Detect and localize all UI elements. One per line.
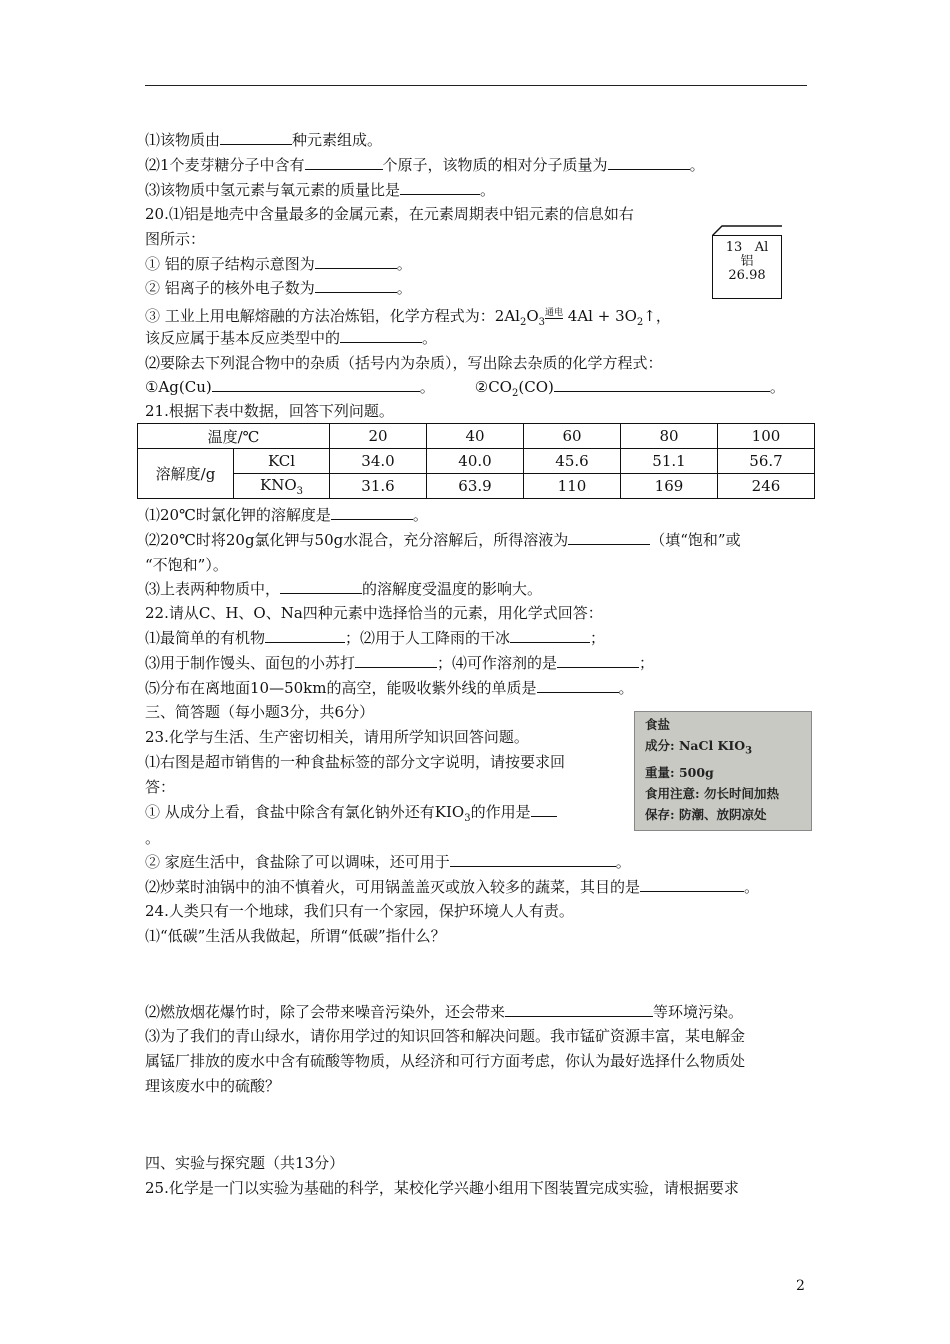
value-cell: 51.1 (621, 449, 718, 474)
salt-label-storage: 保存: 防潮、放阴凉处 (645, 806, 767, 822)
table-row (138, 474, 815, 499)
value-cell: 110 (524, 474, 621, 499)
element-symbol: Al (754, 240, 769, 255)
answer-blank[interactable] (554, 377, 770, 392)
q23-4: ⑵炒菜时油锅中的油不慎着火，可用锅盖盖灭或放入较多的蔬菜，其目的是 。 (145, 878, 760, 896)
q20-heading: 20.⑴铝是地壳中含量最多的金属元素，在元素周期表中铝元素的信息如右 (145, 205, 634, 223)
q20-4: 该反应属于基本反应类型中的 。 (145, 329, 438, 347)
answer-blank[interactable] (280, 579, 362, 594)
value-cell: 31.6 (330, 474, 427, 499)
header-cell: 20 (330, 424, 427, 449)
q19-1: ⑴该物质由 种元素组成。 (145, 131, 383, 149)
table-row (138, 449, 815, 474)
q20-1: ① 铝的原子结构示意图为 。 (145, 255, 412, 273)
answer-blank[interactable] (212, 377, 420, 392)
header-cell: 80 (621, 424, 718, 449)
answer-blank[interactable] (608, 155, 690, 170)
value-cell: 45.6 (524, 449, 621, 474)
answer-blank[interactable] (505, 1002, 653, 1017)
answer-blank[interactable] (355, 653, 437, 668)
salt-label-title: 食盐 (645, 717, 671, 732)
q24-heading: 24.人类只有一个地球，我们只有一个家园，保护环境人人有责。 (145, 902, 574, 920)
answer-blank[interactable] (315, 278, 397, 293)
element-name: 铝 (740, 254, 754, 269)
q24-1: ⑴“低碳”生活从我做起，所谓“低碳”指什么？ (145, 927, 446, 945)
q23-2-end: 。 (145, 829, 161, 847)
header-cell: 温度/℃ (138, 424, 330, 449)
value-cell: 34.0 (330, 449, 427, 474)
q21-2: ⑵20℃时将20g氯化钾与50g水混合，充分溶解后，所得溶液为 （填“饱和”或 (145, 531, 741, 549)
q23-heading: 23.化学与生活、生产密切相关，请用所学知识回答问题。 (145, 728, 529, 746)
value-cell: 40.0 (427, 449, 524, 474)
answer-blank[interactable] (315, 254, 397, 269)
answer-blank[interactable] (510, 628, 590, 643)
q20-2: ② 铝离子的核外电子数为 。 (145, 279, 412, 297)
header-cell: 60 (524, 424, 621, 449)
q23-2: ① 从成分上看，食盐中除含有氯化钠外还有$KIO_3$的作用是 (145, 802, 557, 829)
q23-3: ② 家庭生活中，食盐除了可以调味，还可用于 。 (145, 853, 631, 871)
answer-blank[interactable] (220, 130, 292, 145)
header-rule (145, 85, 807, 86)
element-face (712, 235, 782, 299)
salt-label-weight: 重量: 500g (645, 764, 714, 780)
q23-1-cont: 答： (145, 778, 176, 796)
q24-3: ⑶为了我们的青山绿水，请你用学过的知识回答和解决问题。我市锰矿资源丰富，某电解金 (145, 1027, 746, 1045)
answer-blank[interactable] (531, 802, 557, 817)
q22-2: ⑶用于制作馒头、面包的小苏打 ；⑷可作溶剂的是 ； (145, 654, 655, 672)
atomic-mass: 26.98 (728, 268, 766, 283)
q20-3: ③ 工业上用电解熔融的方法冶炼铝，化学方程式为：$2Al_2O_3^{通电}$ $4Al + 3O_2↑$， (145, 307, 671, 328)
card-3d-edge (712, 225, 782, 235)
salt-label-photo (634, 711, 812, 831)
q20-6: ①Ag(Cu) 。 $②CO_2(CO)$ 。 (145, 378, 785, 399)
q20-5: ⑵要除去下列混合物中的杂质（括号内为杂质），写出除去杂质的化学方程式： (145, 354, 663, 372)
header-cell: 40 (427, 424, 524, 449)
value-cell: 63.9 (427, 474, 524, 499)
answer-blank[interactable] (537, 678, 619, 693)
q19-3: ⑶该物质中氢元素与氧元素的质量比是 。 (145, 181, 496, 199)
q24-3-cont2: 理该废水中的硫酸？ (145, 1077, 281, 1095)
page-number: 2 (796, 1278, 805, 1294)
q21-2-cont: “不饱和”）。 (145, 556, 228, 574)
q24-3-cont: 属锰厂排放的废水中含有硫酸等物质，从经济和可行方面考虑，你认为最好选择什么物质处 (145, 1052, 746, 1070)
value-cell: 246 (718, 474, 815, 499)
value-cell: 169 (621, 474, 718, 499)
substance-cell: KCl (234, 449, 330, 474)
substance-cell: $KNO_3$ (234, 474, 330, 499)
answer-blank[interactable] (557, 653, 639, 668)
answer-blank[interactable] (305, 155, 383, 170)
q25-heading: 25.化学是一门以实验为基础的科学，某校化学兴趣小组用下图装置完成实验，请根据要求 (145, 1179, 739, 1197)
q21-3: ⑶上表两种物质中， 的溶解度受温度的影响大。 (145, 580, 543, 598)
q23-1: ⑴右图是超市销售的一种食盐标签的部分文字说明，请按要求回 (145, 753, 566, 771)
salt-label-ingredients: 成分: NaCl $KIO_3$ (645, 738, 753, 757)
header-cell: 100 (718, 424, 815, 449)
q21-1: ⑴20℃时氯化钾的溶解度是 。 (145, 506, 428, 524)
table-row (138, 424, 815, 449)
salt-label-note: 食用注意: 勿长时间加热 (645, 785, 779, 801)
q19-2: ⑵1个麦芽糖分子中含有 个原子，该物质的相对分子质量为 。 (145, 156, 705, 174)
q22-1: ⑴最简单的有机物 ；⑵用于人工降雨的干冰 ； (145, 629, 606, 647)
answer-blank[interactable] (265, 628, 345, 643)
q24-2: ⑵燃放烟花爆竹时，除了会带来噪音污染外，还会带来 等环境污染。 (145, 1003, 744, 1021)
answer-blank[interactable] (640, 877, 744, 892)
solubility-table (137, 423, 815, 499)
q22-heading: 22.请从C、H、O、Na四种元素中选择恰当的元素，用化学式回答： (145, 604, 603, 622)
q20-heading-cont: 图所示： (145, 230, 206, 248)
answer-blank[interactable] (400, 180, 480, 195)
section-3-title: 三、简答题（每小题3分，共6分） (145, 703, 375, 721)
row-label-cell: 溶解度/g (138, 449, 234, 499)
answer-blank[interactable] (340, 328, 422, 343)
q22-3: ⑸分布在离地面10—50km的高空，能吸收紫外线的单质是 。 (145, 679, 634, 697)
periodic-element-card (712, 225, 792, 297)
section-4-title: 四、实验与探究题（共13分） (145, 1154, 345, 1172)
answer-blank[interactable] (331, 505, 413, 520)
answer-blank[interactable] (568, 530, 650, 545)
value-cell: 56.7 (718, 449, 815, 474)
atomic-number: 13 (725, 240, 743, 255)
answer-blank[interactable] (450, 852, 616, 867)
q21-heading: 21.根据下表中数据，回答下列问题。 (145, 402, 394, 420)
